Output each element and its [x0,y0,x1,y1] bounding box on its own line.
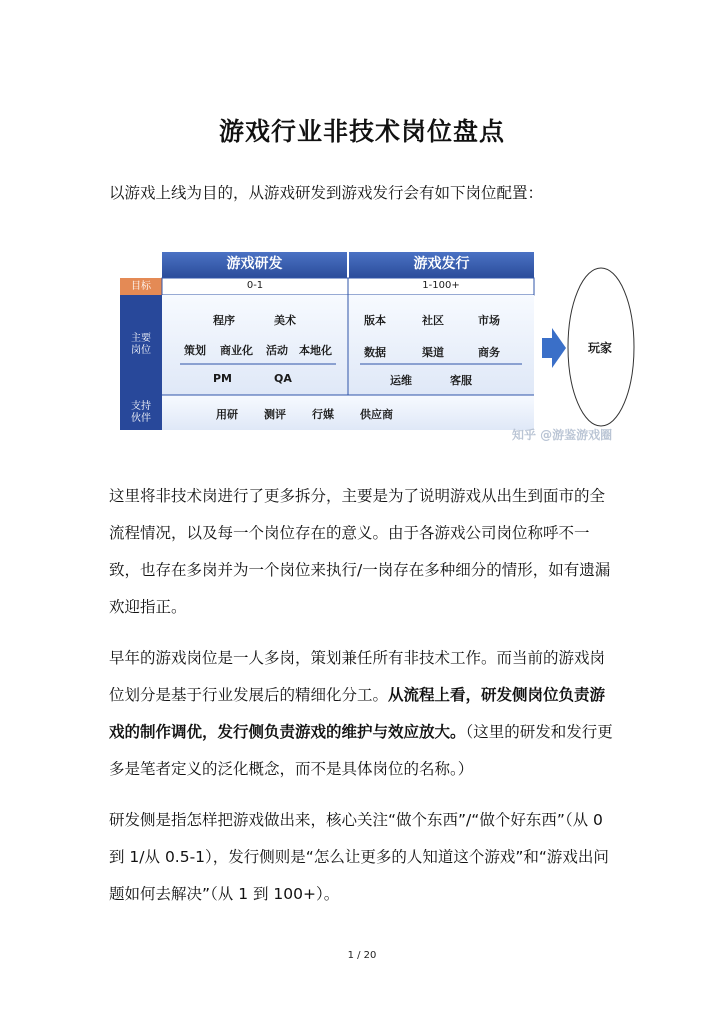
body-text [109,478,619,927]
page-title: 游戏行业非技术岗位盘点 [218,117,505,146]
paragraph: 研发侧是指怎样把游戏做出来，核心关注“做个东西”/“做个好东西”（从 0 到 1/从 0.5-1），发行侧则是“怎么让更多的人知道这个游戏”和“游戏出问题如何去解决”（从 1 到 100+）。 [109,811,609,903]
role-cell: 版本 [364,314,386,327]
role-cell: 渠道 [422,346,444,359]
dev-header: 游戏研发 [226,256,283,272]
role-cell: 本地化 [299,344,332,357]
paragraph: 这里将非技术岗进行了更多拆分，主要是为了说明游戏从出生到面市的全流程情况，以及每一个岗位存在的意义。由于各游戏公司岗位称呼不一致，也存在多岗并为一个岗位来执行/一岗存在多种细分的情形，如有遗漏欢迎指正。 [109,487,611,616]
role-cell: PM [213,372,233,385]
role-cell: 活动 [266,344,288,357]
support-cell: 测评 [264,408,286,421]
watermark: 知乎 @游鉴游戏圈 [512,428,613,442]
role-cell: 程序 [213,314,235,327]
role-cell: 商务 [478,346,500,359]
role-cell: 商业化 [220,344,253,357]
goal-label: 目标 [131,280,151,292]
pub-goal: 1-100+ [422,280,460,291]
role-cell: 运维 [390,374,412,387]
paragraph-part: 早年的游戏岗位是一人多岗，策划兼任所有非技术工作。而当前的游戏岗位划分是基于行业发展后的精细化分工。 [109,649,606,704]
support-cell: 供应商 [360,408,393,421]
pub-header: 游戏发行 [413,256,470,272]
player-label: 玩家 [588,341,613,355]
paragraph-bold: 从流程上看，研发侧岗位负责游戏的制作调优，发行侧负责游戏的维护与效应放大。 [109,686,606,741]
role-cell: 社区 [422,314,444,327]
support-cell: 用研 [216,408,238,421]
role-cell: 市场 [478,314,500,327]
dev-goal: 0-1 [246,280,264,291]
role-diagram [120,250,660,450]
role-cell: 客服 [450,374,472,387]
role-cell: 策划 [184,344,206,357]
role-cell: QA [274,372,292,385]
role-cell: 数据 [364,346,386,359]
paragraph-part: （这里的研发和发行更多是笔者定义的泛化概念，而不是具体岗位的名称。） [109,723,613,778]
support-cell: 行媒 [312,408,334,421]
support-label: 支持 伙伴 [131,400,151,424]
role-cell: 美术 [274,314,296,327]
page-number: 1 / 20 [347,950,377,961]
main-roles-label: 主要 岗位 [131,333,151,356]
intro-text: 以游戏上线为目的，从游戏研发到游戏发行会有如下岗位配置： [109,184,544,202]
paragraph [109,640,619,788]
